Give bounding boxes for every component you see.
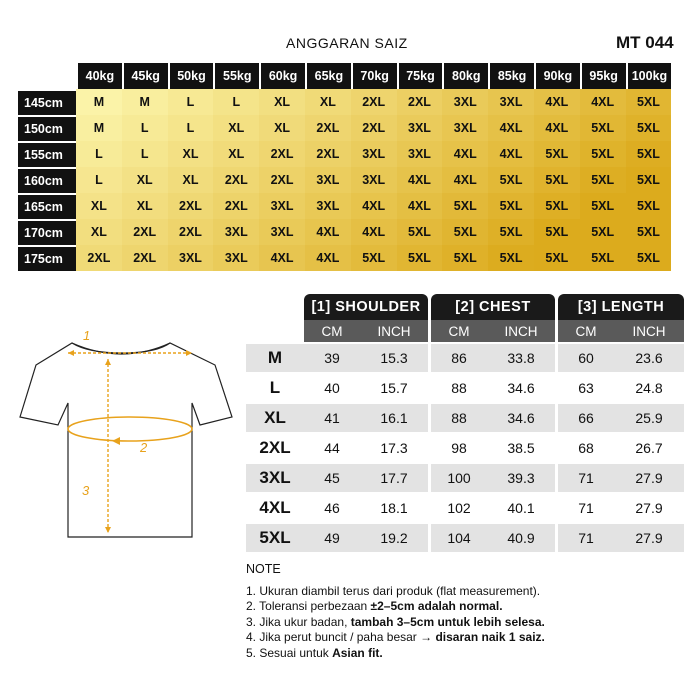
measure-value: 24.8 — [635, 380, 663, 396]
size-cell: 5XL — [580, 245, 626, 271]
note-emphasis: disaran naik 1 saiz. — [435, 630, 545, 644]
size-cell: 4XL — [534, 89, 580, 115]
size-cell: 2XL — [213, 167, 259, 193]
size-cell: L — [168, 89, 214, 115]
measure-value: 63 — [578, 380, 594, 396]
size-cell: M — [76, 115, 122, 141]
measure-value: 40 — [324, 380, 340, 396]
measure-value: 18.1 — [380, 500, 408, 516]
size-cell: 2XL — [122, 219, 168, 245]
measure-value: 27.9 — [614, 524, 684, 552]
weight-header-row — [18, 63, 671, 89]
size-cell: 3XL — [442, 89, 488, 115]
measure-value: 88 — [451, 380, 467, 396]
measure-value: 46 — [324, 500, 340, 516]
weight-header: 65kg — [305, 63, 351, 89]
measure-value: 98 — [451, 440, 467, 456]
size-cell: 2XL — [259, 167, 305, 193]
length-label: 3 — [82, 483, 90, 498]
size-cell: 5XL — [534, 193, 580, 219]
weight-header: 40kg — [76, 63, 122, 89]
size-cell: 3XL — [305, 193, 351, 219]
measure-value: 100 — [431, 464, 487, 492]
measure-value: 88 — [431, 404, 487, 432]
size-label: M — [246, 344, 304, 372]
weight-header: 100kg — [626, 63, 672, 89]
size-cell: 3XL — [305, 167, 351, 193]
note-text: Jika perut buncit / paha besar → — [259, 630, 436, 644]
note-item — [246, 615, 545, 631]
size-cell: 5XL — [534, 219, 580, 245]
size-label: 2XL — [259, 438, 291, 457]
size-cell: 3XL — [442, 115, 488, 141]
measure-row — [246, 404, 684, 432]
height-row — [18, 89, 671, 115]
height-row — [18, 167, 671, 193]
size-cell: 5XL — [534, 245, 580, 271]
measure-row — [246, 344, 684, 372]
weight-header: 85kg — [488, 63, 534, 89]
size-cell: M — [122, 89, 168, 115]
note-item — [246, 584, 545, 600]
size-cell: 2XL — [122, 245, 168, 271]
group-header-row — [304, 294, 684, 320]
size-cell: XL — [213, 115, 259, 141]
measure-row — [246, 494, 684, 522]
size-cell: 2XL — [397, 89, 443, 115]
size-cell: 5XL — [580, 193, 626, 219]
size-label: 3XL — [246, 464, 304, 492]
size-cell: 2XL — [351, 89, 397, 115]
size-cell: 3XL — [397, 115, 443, 141]
note-number: 4. — [246, 630, 257, 644]
notes-title: NOTE — [246, 562, 281, 576]
weight-header: 50kg — [168, 63, 214, 89]
tshirt-diagram — [10, 325, 235, 555]
tshirt-outline — [20, 343, 232, 537]
chest-label: 2 — [140, 440, 148, 455]
unit-header-row — [304, 320, 684, 342]
weight-header: 90kg — [534, 63, 580, 89]
unit-inch: INCH — [614, 320, 684, 342]
size-cell: 2XL — [76, 245, 122, 271]
measure-row — [246, 434, 684, 462]
chart-title: ANGGARAN SAIZ — [286, 35, 408, 51]
size-cell: 5XL — [626, 245, 672, 271]
measure-value: 38.5 — [507, 440, 535, 456]
measure-value: 25.9 — [614, 404, 684, 432]
size-cell: 5XL — [488, 219, 534, 245]
size-cell: 5XL — [397, 245, 443, 271]
size-cell: L — [168, 115, 214, 141]
size-cell: 2XL — [213, 193, 259, 219]
size-cell: XL — [259, 115, 305, 141]
height-header: 160cm — [18, 167, 76, 193]
size-cell: 4XL — [442, 167, 488, 193]
size-cell: 5XL — [580, 115, 626, 141]
height-row — [18, 219, 671, 245]
size-cell: 5XL — [626, 89, 672, 115]
size-cell: L — [213, 89, 259, 115]
note-text: Ukuran diambil terus dari produk (flat measurement). — [259, 583, 541, 598]
unit-inch: INCH — [360, 320, 428, 342]
height-row — [18, 245, 671, 271]
measure-value: 26.7 — [635, 440, 663, 456]
measure-value: 102 — [447, 500, 471, 516]
size-cell: XL — [259, 89, 305, 115]
size-cell: 4XL — [305, 245, 351, 271]
product-code: MT 044 — [616, 33, 674, 52]
measure-value: 40.9 — [487, 524, 555, 552]
size-cell: XL — [76, 193, 122, 219]
height-header: 170cm — [18, 219, 76, 245]
size-cell: XL — [76, 219, 122, 245]
size-cell: 2XL — [305, 115, 351, 141]
size-cell: 4XL — [351, 219, 397, 245]
measure-value: 34.6 — [507, 380, 535, 396]
height-header: 175cm — [18, 245, 76, 271]
measure-value: 60 — [558, 344, 614, 372]
size-cell: 3XL — [351, 141, 397, 167]
size-cell: 3XL — [488, 89, 534, 115]
size-cell: 3XL — [168, 245, 214, 271]
size-cell: 5XL — [626, 193, 672, 219]
size-cell: 5XL — [580, 167, 626, 193]
size-cell: 5XL — [626, 141, 672, 167]
size-label: XL — [246, 404, 304, 432]
note-number: 3. — [246, 614, 257, 629]
measure-value: 71 — [558, 464, 614, 492]
size-cell: 5XL — [397, 219, 443, 245]
group-chest: [2] CHEST — [431, 294, 555, 320]
size-cell: 2XL — [168, 193, 214, 219]
note-text: Toleransi perbezaan — [259, 599, 371, 613]
size-cell: XL — [213, 141, 259, 167]
measure-value: 17.3 — [380, 440, 408, 456]
size-cell: 5XL — [488, 245, 534, 271]
note-number: 5. — [246, 645, 257, 660]
note-text: Sesuai untuk — [259, 645, 333, 660]
unit-inch: INCH — [487, 320, 555, 342]
height-header: 155cm — [18, 141, 76, 167]
weight-header: 95kg — [580, 63, 626, 89]
measure-value: 34.6 — [487, 404, 555, 432]
size-cell: 2XL — [168, 219, 214, 245]
size-label: 5XL — [246, 524, 304, 552]
size-cell: 5XL — [442, 219, 488, 245]
measure-value: 39 — [304, 344, 360, 372]
size-cell: 5XL — [351, 245, 397, 271]
height-header: 150cm — [18, 115, 76, 141]
note-number: 1. — [246, 583, 257, 598]
measure-value: 16.1 — [360, 404, 428, 432]
size-cell: 4XL — [305, 219, 351, 245]
measure-value: 49 — [304, 524, 360, 552]
note-text: Jika ukur badan, — [259, 614, 351, 629]
size-cell: 4XL — [397, 167, 443, 193]
height-row — [18, 115, 671, 141]
size-cell: 3XL — [351, 167, 397, 193]
size-cell: XL — [122, 193, 168, 219]
size-cell: L — [76, 167, 122, 193]
size-cell: XL — [168, 167, 214, 193]
size-cell: 3XL — [259, 193, 305, 219]
size-cell: 4XL — [351, 193, 397, 219]
size-cell: XL — [168, 141, 214, 167]
note-item — [246, 599, 545, 615]
height-row — [18, 193, 671, 219]
size-cell: 4XL — [580, 89, 626, 115]
size-cell: 5XL — [534, 141, 580, 167]
measure-value: 19.2 — [360, 524, 428, 552]
measure-value: 71 — [558, 524, 614, 552]
measure-value: 66 — [558, 404, 614, 432]
measure-value: 23.6 — [614, 344, 684, 372]
measure-value: 41 — [304, 404, 360, 432]
measure-value: 104 — [431, 524, 487, 552]
size-cell: 5XL — [442, 245, 488, 271]
height-header: 165cm — [18, 193, 76, 219]
note-emphasis: Asian fit. — [332, 645, 383, 660]
measure-row — [246, 524, 684, 552]
note-emphasis: tambah 3–5cm untuk lebih selesa. — [350, 614, 545, 629]
size-cell: 2XL — [351, 115, 397, 141]
size-cell: 2XL — [259, 141, 305, 167]
measurement-table — [246, 294, 684, 552]
weight-header: 55kg — [213, 63, 259, 89]
size-cell: 5XL — [580, 219, 626, 245]
group-shoulder: [1] SHOULDER — [304, 294, 428, 320]
group-length: [3] LENGTH — [558, 294, 684, 320]
size-cell: 4XL — [442, 141, 488, 167]
weight-header: 80kg — [442, 63, 488, 89]
size-cell: XL — [305, 89, 351, 115]
size-cell: 5XL — [488, 193, 534, 219]
measure-value: 33.8 — [487, 344, 555, 372]
measure-value: 44 — [324, 440, 340, 456]
size-cell: 5XL — [488, 167, 534, 193]
size-cell: 3XL — [213, 245, 259, 271]
size-cell: L — [122, 141, 168, 167]
height-header: 145cm — [18, 89, 76, 115]
size-label: L — [269, 378, 281, 397]
size-cell: 4XL — [397, 193, 443, 219]
unit-cm: CM — [304, 320, 360, 342]
measure-value: 27.9 — [614, 464, 684, 492]
size-cell: 3XL — [213, 219, 259, 245]
size-cell: 4XL — [488, 115, 534, 141]
size-cell: 5XL — [534, 167, 580, 193]
size-label: 4XL — [259, 498, 291, 517]
size-cell: 5XL — [626, 219, 672, 245]
measure-value: 68 — [578, 440, 594, 456]
size-cell: 4XL — [534, 115, 580, 141]
measure-value: 27.9 — [635, 500, 663, 516]
size-cell: 3XL — [397, 141, 443, 167]
size-cell: 2XL — [305, 141, 351, 167]
measure-row — [246, 464, 684, 492]
measure-value: 86 — [431, 344, 487, 372]
size-cell: 3XL — [259, 219, 305, 245]
grid-corner — [18, 63, 76, 89]
weight-header: 45kg — [122, 63, 168, 89]
unit-cm: CM — [558, 320, 614, 342]
measure-row — [246, 374, 684, 402]
weight-header: 75kg — [397, 63, 443, 89]
note-item — [246, 630, 545, 646]
note-number: 2. — [246, 599, 257, 613]
notes-section — [246, 562, 545, 661]
weight-header: 60kg — [259, 63, 305, 89]
measure-value: 71 — [578, 500, 594, 516]
size-cell: 4XL — [259, 245, 305, 271]
measure-value: 39.3 — [487, 464, 555, 492]
size-cell: L — [76, 141, 122, 167]
size-cell: 4XL — [488, 141, 534, 167]
measure-value: 15.7 — [380, 380, 408, 396]
size-cell: 5XL — [580, 141, 626, 167]
weight-header: 70kg — [351, 63, 397, 89]
size-cell: M — [76, 89, 122, 115]
size-grid — [18, 63, 671, 271]
note-item — [246, 646, 545, 662]
shoulder-label: 1 — [83, 328, 91, 343]
measure-value: 40.1 — [507, 500, 535, 516]
height-row — [18, 141, 671, 167]
unit-cm: CM — [431, 320, 487, 342]
note-emphasis: ±2–5cm adalah normal. — [370, 599, 503, 613]
size-cell: 5XL — [626, 115, 672, 141]
size-cell: XL — [122, 167, 168, 193]
size-cell: 5XL — [626, 167, 672, 193]
measure-value: 45 — [304, 464, 360, 492]
size-cell: 5XL — [442, 193, 488, 219]
measure-value: 17.7 — [360, 464, 428, 492]
measure-value: 15.3 — [360, 344, 428, 372]
size-cell: L — [122, 115, 168, 141]
